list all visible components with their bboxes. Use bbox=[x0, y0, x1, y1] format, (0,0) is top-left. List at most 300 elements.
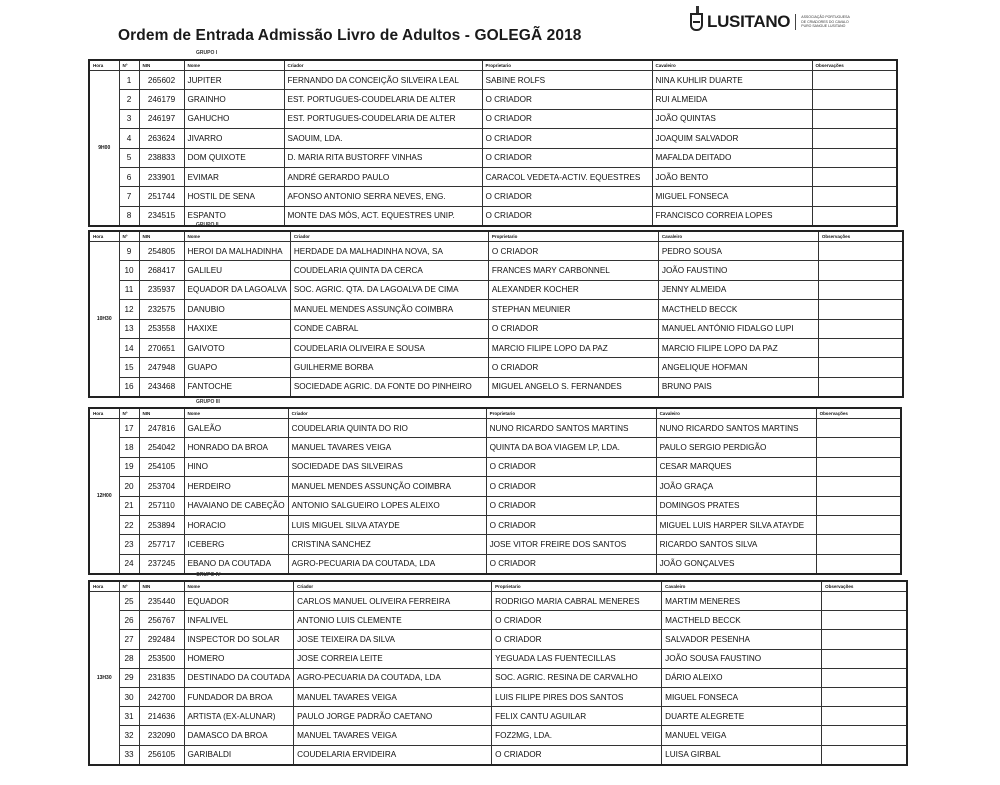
horse-name-cell: FANTOCHE bbox=[184, 377, 290, 397]
table-row bbox=[89, 71, 897, 90]
owner-cell: O CRIADOR bbox=[486, 457, 656, 476]
breeder-cell: HERDADE DA MALHADINHA NOVA, SA bbox=[290, 242, 488, 261]
table-row bbox=[89, 726, 907, 745]
observations-cell bbox=[816, 477, 901, 496]
time-slot: 13H30 bbox=[89, 592, 119, 765]
owner-cell: O CRIADOR bbox=[486, 477, 656, 496]
table-row bbox=[89, 687, 907, 706]
observations-cell bbox=[816, 496, 901, 515]
breeder-cell: COUDELARIA QUINTA DA CERCA bbox=[290, 261, 488, 280]
owner-cell: FOZ2MG, LDA. bbox=[492, 726, 662, 745]
column-header-cavaleiro: Cavaleiro bbox=[652, 60, 812, 71]
horse-id-cell: 235440 bbox=[139, 592, 184, 611]
breeder-cell: GUILHERME BORBA bbox=[290, 358, 488, 377]
horse-name-cell: HOMERO bbox=[184, 649, 294, 668]
horse-name-cell: DOM QUIXOTE bbox=[184, 148, 284, 167]
horse-name-cell: JIVARRO bbox=[184, 129, 284, 148]
owner-cell: O CRIADOR bbox=[482, 148, 652, 167]
lusitano-logo bbox=[690, 12, 851, 32]
horse-id-cell: 234515 bbox=[139, 206, 184, 226]
rider-cell: MIGUEL LUIS HARPER SILVA ATAYDE bbox=[656, 515, 816, 534]
observations-cell bbox=[818, 300, 903, 319]
rider-cell: MANUEL ANTÓNIO FIDALGO LUPI bbox=[658, 319, 818, 338]
horse-id-cell: 254105 bbox=[139, 457, 184, 476]
horse-id-cell: 246179 bbox=[139, 90, 184, 109]
breeder-cell: CRISTINA SANCHEZ bbox=[288, 535, 486, 554]
horse-id-cell: 253500 bbox=[139, 649, 184, 668]
owner-cell: O CRIADOR bbox=[486, 515, 656, 534]
entry-number-cell: 25 bbox=[119, 592, 139, 611]
column-header-num: Nº bbox=[119, 581, 139, 592]
column-header-criador: Criador bbox=[284, 60, 482, 71]
column-header-cavaleiro: Cavaleiro bbox=[662, 581, 822, 592]
entry-number-cell: 3 bbox=[119, 109, 139, 128]
horse-name-cell: GRAINHO bbox=[184, 90, 284, 109]
owner-cell: O CRIADOR bbox=[482, 109, 652, 128]
entry-number-cell: 26 bbox=[119, 611, 139, 630]
horse-id-cell: 246197 bbox=[139, 109, 184, 128]
table-row bbox=[89, 630, 907, 649]
breeder-cell: MANUEL TAVARES VEIGA bbox=[294, 687, 492, 706]
breeder-cell: AGRO-PECUARIA DA COUTADA, LDA bbox=[288, 554, 486, 574]
rider-cell: MIGUEL FONSECA bbox=[662, 687, 822, 706]
entry-number-cell: 14 bbox=[119, 338, 139, 357]
horse-name-cell: DANUBIO bbox=[184, 300, 290, 319]
entry-number-cell: 2 bbox=[119, 90, 139, 109]
observations-cell bbox=[812, 187, 897, 206]
rider-cell: MANUEL VEIGA bbox=[662, 726, 822, 745]
table-row bbox=[89, 649, 907, 668]
table-row bbox=[89, 611, 907, 630]
owner-cell: NUNO RICARDO SANTOS MARTINS bbox=[486, 419, 656, 438]
observations-cell bbox=[812, 206, 897, 226]
entry-number-cell: 32 bbox=[119, 726, 139, 745]
owner-cell: RODRIGO MARIA CABRAL MENERES bbox=[492, 592, 662, 611]
owner-cell: O CRIADOR bbox=[482, 187, 652, 206]
owner-cell: MIGUEL ANGELO S. FERNANDES bbox=[488, 377, 658, 397]
entry-number-cell: 18 bbox=[119, 438, 139, 457]
table-row bbox=[89, 592, 907, 611]
breeder-cell: EST. PORTUGUES-COUDELARIA DE ALTER bbox=[284, 90, 482, 109]
column-header-observacoes: Observações bbox=[818, 231, 903, 242]
owner-cell: O CRIADOR bbox=[488, 242, 658, 261]
entry-number-cell: 30 bbox=[119, 687, 139, 706]
horse-name-cell: ARTISTA (EX-ALUNAR) bbox=[184, 707, 294, 726]
group-table bbox=[88, 580, 908, 766]
table-row bbox=[89, 338, 903, 357]
entry-number-cell: 9 bbox=[119, 242, 139, 261]
rider-cell: JOÃO GRAÇA bbox=[656, 477, 816, 496]
entry-number-cell: 8 bbox=[119, 206, 139, 226]
rider-cell: NINA KUHLIR DUARTE bbox=[652, 71, 812, 90]
column-header-nin: NIN bbox=[139, 408, 184, 419]
table-row bbox=[89, 377, 903, 397]
owner-cell: LUIS FILIPE PIRES DOS SANTOS bbox=[492, 687, 662, 706]
column-header-criador: Criador bbox=[290, 231, 488, 242]
horse-id-cell: 265602 bbox=[139, 71, 184, 90]
column-header-nome: Nome bbox=[184, 581, 294, 592]
entry-number-cell: 31 bbox=[119, 707, 139, 726]
owner-cell: O CRIADOR bbox=[488, 319, 658, 338]
column-header-observacoes: Observações bbox=[812, 60, 897, 71]
observations-cell bbox=[818, 319, 903, 338]
column-header-nome: Nome bbox=[184, 231, 290, 242]
observations-cell bbox=[812, 109, 897, 128]
column-header-hora: Hora bbox=[89, 231, 119, 242]
observations-cell bbox=[822, 611, 907, 630]
entry-number-cell: 28 bbox=[119, 649, 139, 668]
column-header-cavaleiro: Cavaleiro bbox=[658, 231, 818, 242]
entry-number-cell: 15 bbox=[119, 358, 139, 377]
breeder-cell: MANUEL MENDES ASSUNÇÃO COIMBRA bbox=[290, 300, 488, 319]
observations-cell bbox=[816, 438, 901, 457]
document-title: Ordem de Entrada Admissão Livro de Adultos - GOLEGÃ 2018 bbox=[118, 27, 582, 44]
entry-number-cell: 21 bbox=[119, 496, 139, 515]
horse-name-cell: HINO bbox=[184, 457, 288, 476]
column-header-proprietario: Proprietario bbox=[488, 231, 658, 242]
rider-cell: PAULO SERGIO PERDIGÃO bbox=[656, 438, 816, 457]
observations-cell bbox=[818, 377, 903, 397]
horse-id-cell: 214636 bbox=[139, 707, 184, 726]
breeder-cell: FERNANDO DA CONCEIÇÃO SILVEIRA LEAL bbox=[284, 71, 482, 90]
table-row bbox=[89, 187, 897, 206]
header-row bbox=[89, 60, 897, 71]
rider-cell: BRUNO PAIS bbox=[658, 377, 818, 397]
entry-number-cell: 12 bbox=[119, 300, 139, 319]
horse-id-cell: 270651 bbox=[139, 338, 184, 357]
shield-crest-icon bbox=[690, 13, 703, 31]
entry-number-cell: 5 bbox=[119, 148, 139, 167]
owner-cell: O CRIADOR bbox=[486, 496, 656, 515]
horse-name-cell: FUNDADOR DA BROA bbox=[184, 687, 294, 706]
group-table bbox=[88, 59, 898, 227]
breeder-cell: CONDE CABRAL bbox=[290, 319, 488, 338]
observations-cell bbox=[822, 707, 907, 726]
observations-cell bbox=[816, 535, 901, 554]
horse-name-cell: GAHUCHO bbox=[184, 109, 284, 128]
entry-number-cell: 27 bbox=[119, 630, 139, 649]
group-label: GRUPO IV bbox=[196, 572, 221, 578]
horse-name-cell: GALEÃO bbox=[184, 419, 288, 438]
column-header-nin: NIN bbox=[139, 581, 184, 592]
owner-cell: ALEXANDER KOCHER bbox=[488, 280, 658, 299]
horse-id-cell: 238833 bbox=[139, 148, 184, 167]
breeder-cell: MONTE DAS MÓS, ACT. EQUESTRES UNIP. bbox=[284, 206, 482, 226]
column-header-num: Nº bbox=[119, 408, 139, 419]
breeder-cell: ANDRÉ GERARDO PAULO bbox=[284, 167, 482, 186]
owner-cell: FELIX CANTU AGUILAR bbox=[492, 707, 662, 726]
observations-cell bbox=[816, 554, 901, 574]
table-row bbox=[89, 515, 901, 534]
table-row bbox=[89, 535, 901, 554]
header-row bbox=[89, 408, 901, 419]
breeder-cell: EST. PORTUGUES-COUDELARIA DE ALTER bbox=[284, 109, 482, 128]
horse-id-cell: 243468 bbox=[139, 377, 184, 397]
time-slot: 9H00 bbox=[89, 71, 119, 227]
horse-name-cell: HERDEIRO bbox=[184, 477, 288, 496]
table-row bbox=[89, 319, 903, 338]
horse-name-cell: JUPITER bbox=[184, 71, 284, 90]
rider-cell: FRANCISCO CORREIA LOPES bbox=[652, 206, 812, 226]
entry-number-cell: 16 bbox=[119, 377, 139, 397]
rider-cell: DOMINGOS PRATES bbox=[656, 496, 816, 515]
column-header-num: Nº bbox=[119, 231, 139, 242]
rider-cell: NUNO RICARDO SANTOS MARTINS bbox=[656, 419, 816, 438]
horse-name-cell: DESTINADO DA COUTADA bbox=[184, 668, 294, 687]
entry-number-cell: 19 bbox=[119, 457, 139, 476]
breeder-cell: ANTONIO LUIS CLEMENTE bbox=[294, 611, 492, 630]
observations-cell bbox=[822, 687, 907, 706]
observations-cell bbox=[822, 649, 907, 668]
breeder-cell: PAULO JORGE PADRÃO CAETANO bbox=[294, 707, 492, 726]
horse-name-cell: DAMASCO DA BROA bbox=[184, 726, 294, 745]
observations-cell bbox=[812, 167, 897, 186]
horse-id-cell: 254042 bbox=[139, 438, 184, 457]
rider-cell: JOÃO BENTO bbox=[652, 167, 812, 186]
rider-cell: ANGELIQUE HOFMAN bbox=[658, 358, 818, 377]
table-row bbox=[89, 280, 903, 299]
column-header-hora: Hora bbox=[89, 581, 119, 592]
table-row bbox=[89, 477, 901, 496]
horse-id-cell: 232575 bbox=[139, 300, 184, 319]
owner-cell: MARCIO FILIPE LOPO DA PAZ bbox=[488, 338, 658, 357]
observations-cell bbox=[816, 515, 901, 534]
owner-cell: SABINE ROLFS bbox=[482, 71, 652, 90]
breeder-cell: COUDELARIA QUINTA DO RIO bbox=[288, 419, 486, 438]
column-header-hora: Hora bbox=[89, 408, 119, 419]
breeder-cell: CARLOS MANUEL OLIVEIRA FERREIRA bbox=[294, 592, 492, 611]
group-label: GRUPO III bbox=[196, 399, 220, 405]
horse-name-cell: INFALIVEL bbox=[184, 611, 294, 630]
breeder-cell: LUIS MIGUEL SILVA ATAYDE bbox=[288, 515, 486, 534]
breeder-cell: JOSE CORREIA LEITE bbox=[294, 649, 492, 668]
group-label: GRUPO I bbox=[196, 50, 218, 56]
observations-cell bbox=[812, 148, 897, 167]
horse-name-cell: ICEBERG bbox=[184, 535, 288, 554]
entry-number-cell: 23 bbox=[119, 535, 139, 554]
horse-id-cell: 253558 bbox=[139, 319, 184, 338]
column-header-proprietario: Proprietario bbox=[482, 60, 652, 71]
group-label: GRUPO II bbox=[196, 222, 219, 228]
table-row bbox=[89, 419, 901, 438]
rider-cell: CESAR MARQUES bbox=[656, 457, 816, 476]
table-row bbox=[89, 707, 907, 726]
rider-cell: JOÃO GONÇALVES bbox=[656, 554, 816, 574]
observations-cell bbox=[818, 242, 903, 261]
entry-number-cell: 17 bbox=[119, 419, 139, 438]
entry-number-cell: 7 bbox=[119, 187, 139, 206]
table-row bbox=[89, 261, 903, 280]
column-header-criador: Criador bbox=[294, 581, 492, 592]
time-slot: 10H30 bbox=[89, 242, 119, 398]
rider-cell: JENNY ALMEIDA bbox=[658, 280, 818, 299]
owner-cell: O CRIADOR bbox=[482, 206, 652, 226]
column-header-observacoes: Observações bbox=[816, 408, 901, 419]
breeder-cell: SAOUIM, LDA. bbox=[284, 129, 482, 148]
observations-cell bbox=[818, 280, 903, 299]
table-row bbox=[89, 300, 903, 319]
owner-cell: O CRIADOR bbox=[486, 554, 656, 574]
horse-id-cell: 247948 bbox=[139, 358, 184, 377]
owner-cell: QUINTA DA BOA VIAGEM LP, LDA. bbox=[486, 438, 656, 457]
rider-cell: MAFALDA DEITADO bbox=[652, 148, 812, 167]
horse-id-cell: 256767 bbox=[139, 611, 184, 630]
breeder-cell: AGRO-PECUARIA DA COUTADA, LDA bbox=[294, 668, 492, 687]
breeder-cell: SOCIEDADE AGRIC. DA FONTE DO PINHEIRO bbox=[290, 377, 488, 397]
horse-name-cell: EVIMAR bbox=[184, 167, 284, 186]
horse-id-cell: 263624 bbox=[139, 129, 184, 148]
breeder-cell: SOCIEDADE DAS SILVEIRAS bbox=[288, 457, 486, 476]
table-row bbox=[89, 668, 907, 687]
entry-number-cell: 1 bbox=[119, 71, 139, 90]
horse-name-cell: GARIBALDI bbox=[184, 745, 294, 765]
horse-id-cell: 292484 bbox=[139, 630, 184, 649]
observations-cell bbox=[818, 358, 903, 377]
horse-name-cell: INSPECTOR DO SOLAR bbox=[184, 630, 294, 649]
observations-cell bbox=[822, 726, 907, 745]
entry-number-cell: 20 bbox=[119, 477, 139, 496]
owner-cell: JOSE VITOR FREIRE DOS SANTOS bbox=[486, 535, 656, 554]
entry-number-cell: 11 bbox=[119, 280, 139, 299]
horse-id-cell: 247816 bbox=[139, 419, 184, 438]
column-header-nome: Nome bbox=[184, 408, 288, 419]
owner-cell: O CRIADOR bbox=[492, 611, 662, 630]
horse-name-cell: EBANO DA COUTADA bbox=[184, 554, 288, 574]
owner-cell: O CRIADOR bbox=[492, 630, 662, 649]
breeder-cell: MANUEL MENDES ASSUNÇÃO COIMBRA bbox=[288, 477, 486, 496]
horse-name-cell: HAVAIANO DE CABEÇÃO bbox=[184, 496, 288, 515]
entry-number-cell: 13 bbox=[119, 319, 139, 338]
entry-number-cell: 10 bbox=[119, 261, 139, 280]
horse-id-cell: 253704 bbox=[139, 477, 184, 496]
header-row bbox=[89, 581, 907, 592]
horse-id-cell: 254805 bbox=[139, 242, 184, 261]
column-header-nome: Nome bbox=[184, 60, 284, 71]
horse-name-cell: HORACIO bbox=[184, 515, 288, 534]
owner-cell: STEPHAN MEUNIER bbox=[488, 300, 658, 319]
breeder-cell: JOSE TEIXEIRA DA SILVA bbox=[294, 630, 492, 649]
entry-number-cell: 22 bbox=[119, 515, 139, 534]
rider-cell: DUARTE ALEGRETE bbox=[662, 707, 822, 726]
horse-name-cell: HOSTIL DE SENA bbox=[184, 187, 284, 206]
horse-name-cell: GALILEU bbox=[184, 261, 290, 280]
observations-cell bbox=[822, 592, 907, 611]
horse-id-cell: 268417 bbox=[139, 261, 184, 280]
horse-id-cell: 235937 bbox=[139, 280, 184, 299]
rider-cell: JOAQUIM SALVADOR bbox=[652, 129, 812, 148]
observations-cell bbox=[822, 745, 907, 765]
entry-number-cell: 33 bbox=[119, 745, 139, 765]
table-row bbox=[89, 167, 897, 186]
entry-number-cell: 6 bbox=[119, 167, 139, 186]
horse-id-cell: 256105 bbox=[139, 745, 184, 765]
rider-cell: DÁRIO ALEIXO bbox=[662, 668, 822, 687]
entry-number-cell: 24 bbox=[119, 554, 139, 574]
observations-cell bbox=[812, 129, 897, 148]
horse-id-cell: 242700 bbox=[139, 687, 184, 706]
table-row bbox=[89, 745, 907, 765]
column-header-observacoes: Observações bbox=[822, 581, 907, 592]
breeder-cell: COUDELARIA ERVIDEIRA bbox=[294, 745, 492, 765]
rider-cell: JOÃO FAUSTINO bbox=[658, 261, 818, 280]
column-header-hora: Hora bbox=[89, 60, 119, 71]
observations-cell bbox=[812, 90, 897, 109]
observations-cell bbox=[818, 338, 903, 357]
rider-cell: PEDRO SOUSA bbox=[658, 242, 818, 261]
horse-name-cell: HAXIXE bbox=[184, 319, 290, 338]
horse-name-cell: HEROI DA MALHADINHA bbox=[184, 242, 290, 261]
table-row bbox=[89, 109, 897, 128]
rider-cell: LUISA GIRBAL bbox=[662, 745, 822, 765]
rider-cell: RUI ALMEIDA bbox=[652, 90, 812, 109]
logo-divider bbox=[795, 14, 796, 30]
breeder-cell: D. MARIA RITA BUSTORFF VINHAS bbox=[284, 148, 482, 167]
breeder-cell: MANUEL TAVARES VEIGA bbox=[294, 726, 492, 745]
horse-id-cell: 237245 bbox=[139, 554, 184, 574]
rider-cell: MARCIO FILIPE LOPO DA PAZ bbox=[658, 338, 818, 357]
time-slot: 12H00 bbox=[89, 419, 119, 575]
group-table bbox=[88, 407, 902, 575]
breeder-cell: ANTONIO SALGUEIRO LOPES ALEIXO bbox=[288, 496, 486, 515]
table-row bbox=[89, 129, 897, 148]
rider-cell: MIGUEL FONSECA bbox=[652, 187, 812, 206]
breeder-cell: AFONSO ANTONIO SERRA NEVES, ENG. bbox=[284, 187, 482, 206]
column-header-criador: Criador bbox=[288, 408, 486, 419]
observations-cell bbox=[816, 457, 901, 476]
breeder-cell: MANUEL TAVARES VEIGA bbox=[288, 438, 486, 457]
horse-id-cell: 233901 bbox=[139, 167, 184, 186]
horse-name-cell: GAIVOTO bbox=[184, 338, 290, 357]
logo-tagline: ASSOCIAÇÃO PORTUGUESA DE CRIADORES DO CAVALO PURO SANGUE LUSITANO bbox=[801, 15, 850, 29]
owner-cell: O CRIADOR bbox=[492, 745, 662, 765]
observations-cell bbox=[818, 261, 903, 280]
rider-cell: MACTHELD BECCK bbox=[658, 300, 818, 319]
rider-cell: MACTHELD BECCK bbox=[662, 611, 822, 630]
table-row bbox=[89, 148, 897, 167]
horse-id-cell: 257717 bbox=[139, 535, 184, 554]
observations-cell bbox=[822, 630, 907, 649]
horse-name-cell: EQUADOR bbox=[184, 592, 294, 611]
table-row bbox=[89, 496, 901, 515]
breeder-cell: COUDELARIA OLIVEIRA E SOUSA bbox=[290, 338, 488, 357]
owner-cell: O CRIADOR bbox=[482, 129, 652, 148]
rider-cell: JOÃO SOUSA FAUSTINO bbox=[662, 649, 822, 668]
column-header-nin: NIN bbox=[139, 231, 184, 242]
column-header-num: Nº bbox=[119, 60, 139, 71]
entry-number-cell: 29 bbox=[119, 668, 139, 687]
horse-id-cell: 253894 bbox=[139, 515, 184, 534]
owner-cell: YEGUADA LAS FUENTECILLAS bbox=[492, 649, 662, 668]
entry-number-cell: 4 bbox=[119, 129, 139, 148]
table-row bbox=[89, 358, 903, 377]
horse-id-cell: 232090 bbox=[139, 726, 184, 745]
rider-cell: JOÃO QUINTAS bbox=[652, 109, 812, 128]
owner-cell: CARACOL VEDETA-ACTIV. EQUESTRES bbox=[482, 167, 652, 186]
logo-wordmark: LUSITANO bbox=[707, 12, 791, 31]
horse-name-cell: EQUADOR DA LAGOALVA bbox=[184, 280, 290, 299]
owner-cell: O CRIADOR bbox=[482, 90, 652, 109]
observations-cell bbox=[822, 668, 907, 687]
column-header-proprietario: Proprietario bbox=[492, 581, 662, 592]
table-row bbox=[89, 90, 897, 109]
owner-cell: SOC. AGRIC. RESINA DE CARVALHO bbox=[492, 668, 662, 687]
rider-cell: RICARDO SANTOS SILVA bbox=[656, 535, 816, 554]
observations-cell bbox=[812, 71, 897, 90]
horse-name-cell: HONRADO DA BROA bbox=[184, 438, 288, 457]
header-row bbox=[89, 231, 903, 242]
owner-cell: O CRIADOR bbox=[488, 358, 658, 377]
horse-name-cell: GUAPO bbox=[184, 358, 290, 377]
